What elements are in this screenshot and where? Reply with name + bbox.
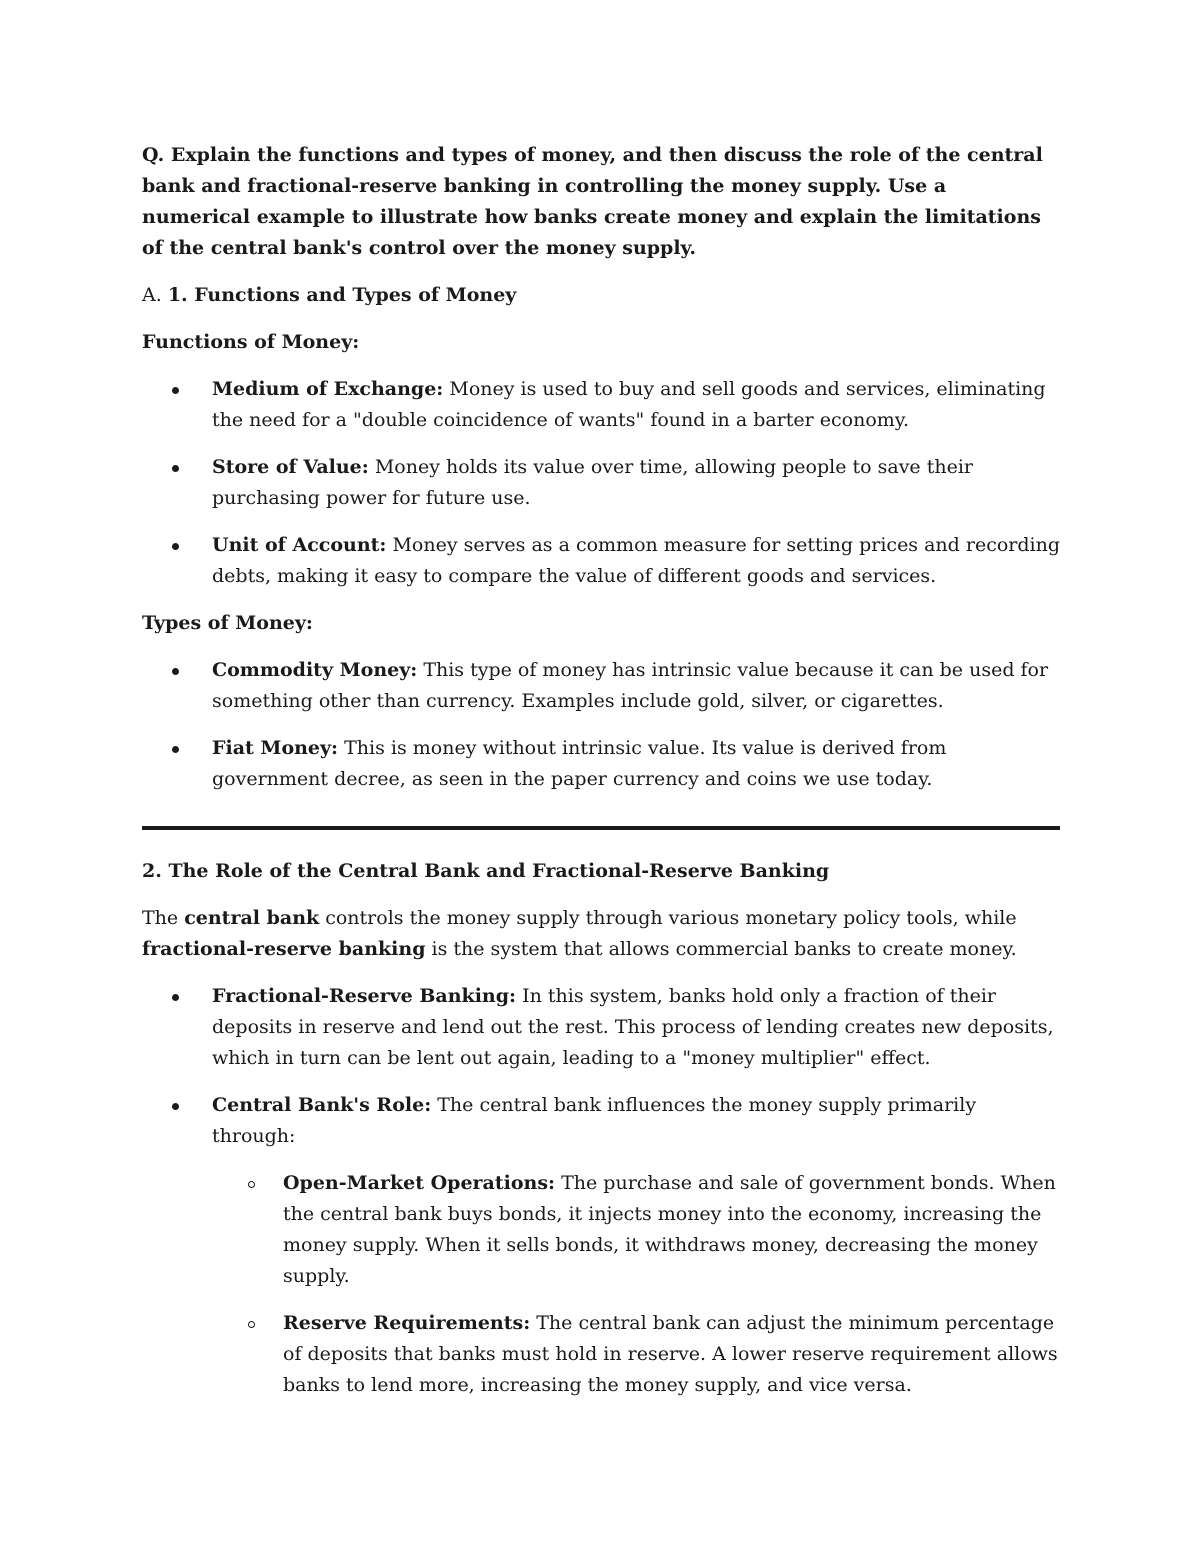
bullet-icon [172,387,179,394]
item-text: In this system, banks hold only a fraction of their deposits in reserve and lend out the rest. This process of lending creates new deposits, which in turn can be lent out again, leading to a "money multiplier" effect. [212,985,1054,1069]
types-list [142,655,1060,795]
item-term: Reserve Requirements: [283,1312,531,1334]
answer-prefix: A. [142,284,168,306]
list-item [142,1090,1060,1152]
intro-bold-term: central bank [184,907,320,929]
list-item [142,530,1060,592]
item-term: Unit of Account: [212,534,387,556]
list-item [142,981,1060,1074]
list-item [142,452,1060,514]
intro-bold-term: fractional-reserve banking [142,938,426,960]
bullet-icon [172,465,179,472]
item-text: Money is used to buy and sell goods and services, eliminating the need for a "double coincidence of wants" found in a barter economy. [212,378,1046,431]
item-term: Store of Value: [212,456,369,478]
item-term: Commodity Money: [212,659,418,681]
tools-list [142,1168,1060,1401]
list-item [142,1168,1060,1292]
section1-title: 1. Functions and Types of Money [167,284,517,306]
banking-list [142,981,1060,1152]
intro-text: The [142,907,185,929]
circle-bullet-icon [248,1321,255,1328]
intro-text: controls the money supply through various monetary policy tools, while [319,907,1017,929]
item-text: Money serves as a common measure for setting prices and recording debts, making it easy to compare the value of different goods and services. [212,534,1060,587]
section2-intro [142,903,1060,965]
bullet-icon [172,994,179,1001]
horizontal-rule [142,826,1060,830]
list-item [142,1308,1060,1401]
bullet-icon [172,543,179,550]
bullet-icon [172,668,179,675]
functions-heading: Functions of Money: [142,331,360,353]
section1-heading [142,280,1060,311]
item-term: Open-Market Operations: [283,1172,556,1194]
circle-bullet-icon [248,1181,255,1188]
list-item [142,655,1060,717]
item-text: This is money without intrinsic value. Its value is derived from government decree, as seen in the paper currency and coins we use today. [212,737,947,790]
item-term: Fractional-Reserve Banking: [212,985,517,1007]
section2-heading: 2. The Role of the Central Bank and Fractional-Reserve Banking [142,860,830,882]
list-item [142,733,1060,795]
item-term: Medium of Exchange: [212,378,444,400]
types-heading: Types of Money: [142,612,313,634]
functions-list [142,374,1060,592]
item-text: The central bank influences the money supply primarily through: [212,1094,977,1147]
item-term: Central Bank's Role: [212,1094,432,1116]
list-item [142,374,1060,436]
item-text: The central bank can adjust the minimum percentage of deposits that banks must hold in reserve. A lower reserve requirement allows banks to lend more, increasing the money supply, and vice versa. [283,1312,1058,1396]
intro-text: is the system that allows commercial banks to create money. [425,938,1017,960]
question-text: Q. Explain the functions and types of money, and then discuss the role of the central bank and fractional-reserve banking in controlling the money supply. Use a numerical example to illustrate how banks create money and explain the limitations of the central bank's control over the money supply. [142,144,1043,259]
bullet-icon [172,1103,179,1110]
document-body [142,140,1060,1417]
bullet-icon [172,746,179,753]
item-text: This type of money has intrinsic value because it can be used for something other than currency. Examples include gold, silver, or cigarettes. [212,659,1049,712]
item-text: Money holds its value over time, allowing people to save their purchasing power for future use. [212,456,973,509]
item-term: Fiat Money: [212,737,339,759]
item-text: The purchase and sale of government bonds. When the central bank buys bonds, it injects money into the economy, increasing the money supply. When it sells bonds, it withdraws money, decreasing the money supply. [283,1172,1056,1287]
